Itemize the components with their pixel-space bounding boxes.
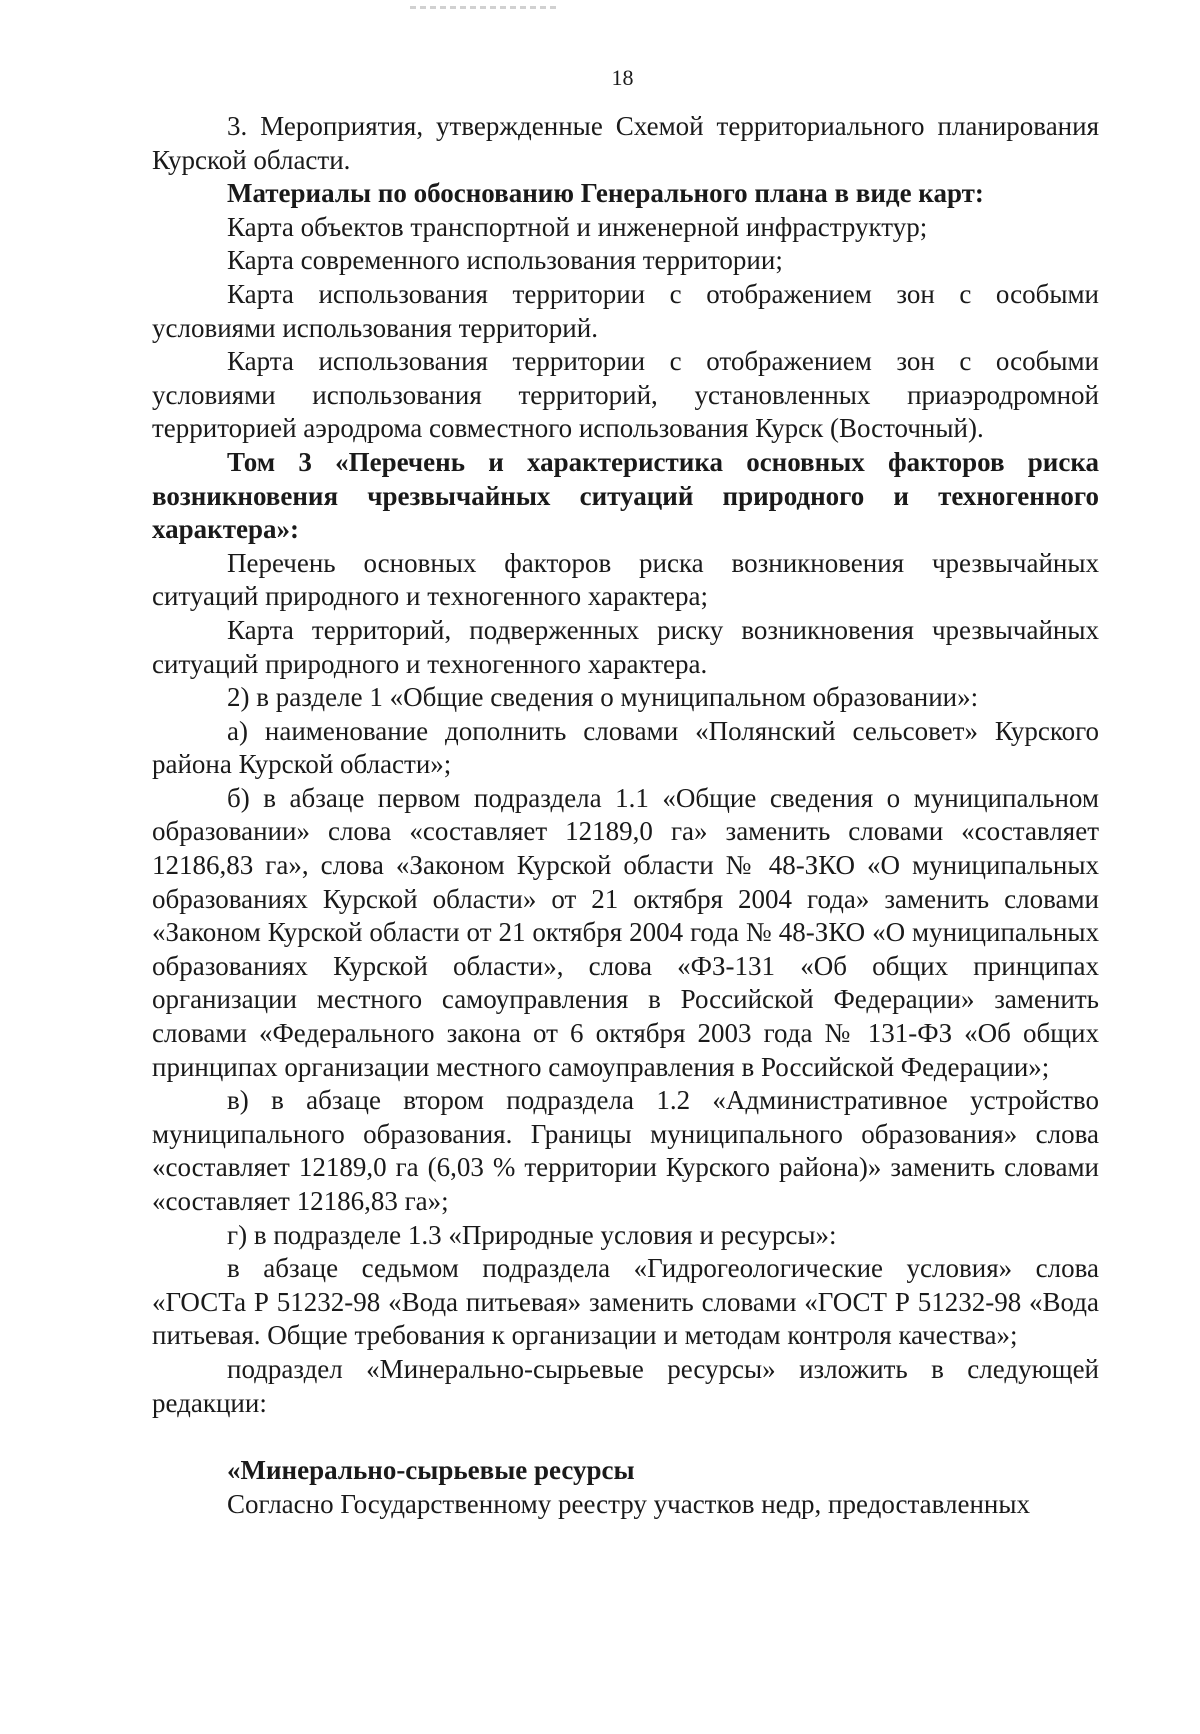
- paragraph-map-infrastructure: Карта объектов транспортной и инженерной инфраструктур;: [227, 211, 928, 242]
- paragraph-map-special-zones: Карта использования территории с отображением зон с особыми условиями использования территорий.: [152, 278, 1099, 343]
- paragraph-risk-territories-map: Карта территорий, подверженных риску возникновения чрезвычайных ситуаций природного и техногенного характера.: [152, 614, 1099, 679]
- paragraph-item-v: в) в абзаце втором подраздела 1.2 «Административное устройство муниципального образования. Границы муниципального образования» слова «составляет 12189,0 га (6,03 % территории Курского района)» заменить словами «составляет 12186,83 га»;: [152, 1085, 1099, 1216]
- heading-mineral-resources: «Минерально-сырьевые ресурсы: [227, 1455, 635, 1486]
- paragraph-item-a: а) наименование дополнить словами «Полянский сельсовет» Курского района Курской области»;: [152, 715, 1099, 780]
- paragraph-mineral-resources-intro: подраздел «Минерально-сырьевые ресурсы» изложить в следующей редакции:: [152, 1353, 1099, 1418]
- paragraph-item-b: б) в абзаце первом подраздела 1.1 «Общие сведения о муниципальном образовании» слова «составляет 12189,0 га» заменить словами «составляет 12186,83 га», слова «Законом Курской области № 48-ЗКО «О муниципальных образованиях Курской области» от 21 октября 2004 года» заменить словами «Законом Курской области от 21 октября 2004 года № 48-ЗКО «О муниципальных образованиях Курской области», слова «ФЗ-131 «Об общих принципах организации местного самоуправления в Российской Федерации» заменить словами «Федерального закона от 6 октября 2003 года № 131-ФЗ «Об общих принципах организации местного самоуправления в Российской Федерации»;: [152, 782, 1099, 1082]
- heading-justification-maps: Материалы по обоснованию Генерального плана в виде карт:: [227, 178, 984, 209]
- paragraph-risk-factors-list: Перечень основных факторов риска возникновения чрезвычайных ситуаций природного и техногенного характера;: [152, 547, 1099, 612]
- paragraph-section-1: 2) в разделе 1 «Общие сведения о муниципальном образовании»:: [227, 682, 979, 713]
- document-body: [152, 110, 1099, 1521]
- scan-artifact: [410, 6, 560, 9]
- heading-volume-3: Том 3 «Перечень и характеристика основных факторов риска возникновения чрезвычайных ситуаций природного и техногенного характера»:: [152, 446, 1099, 545]
- paragraph-item-g: г) в подразделе 1.3 «Природные условия и ресурсы»:: [227, 1219, 837, 1250]
- paragraph-map-current-use: Карта современного использования территории;: [227, 245, 783, 276]
- paragraph-map-airfield-zones: Карта использования территории с отображением зон с особыми условиями использования территорий, установленных приаэродромной территорией аэродрома совместного использования Курск (Восточный).: [152, 346, 1099, 444]
- paragraph-activities: 3. Мероприятия, утвержденные Схемой территориального планирования Курской области.: [152, 111, 1099, 175]
- paragraph-state-register: Согласно Государственному реестру участков недр, предоставленных: [227, 1488, 1031, 1519]
- paragraph-hydrogeology: в абзаце седьмом подраздела «Гидрогеологические условия» слова «ГОСТа Р 51232-98 «Вода питьевая» заменить словами «ГОСТ Р 51232-98 «Вода питьевая. Общие требования к организации и методам контроля качества»;: [152, 1253, 1099, 1351]
- page-number: 18: [611, 65, 634, 90]
